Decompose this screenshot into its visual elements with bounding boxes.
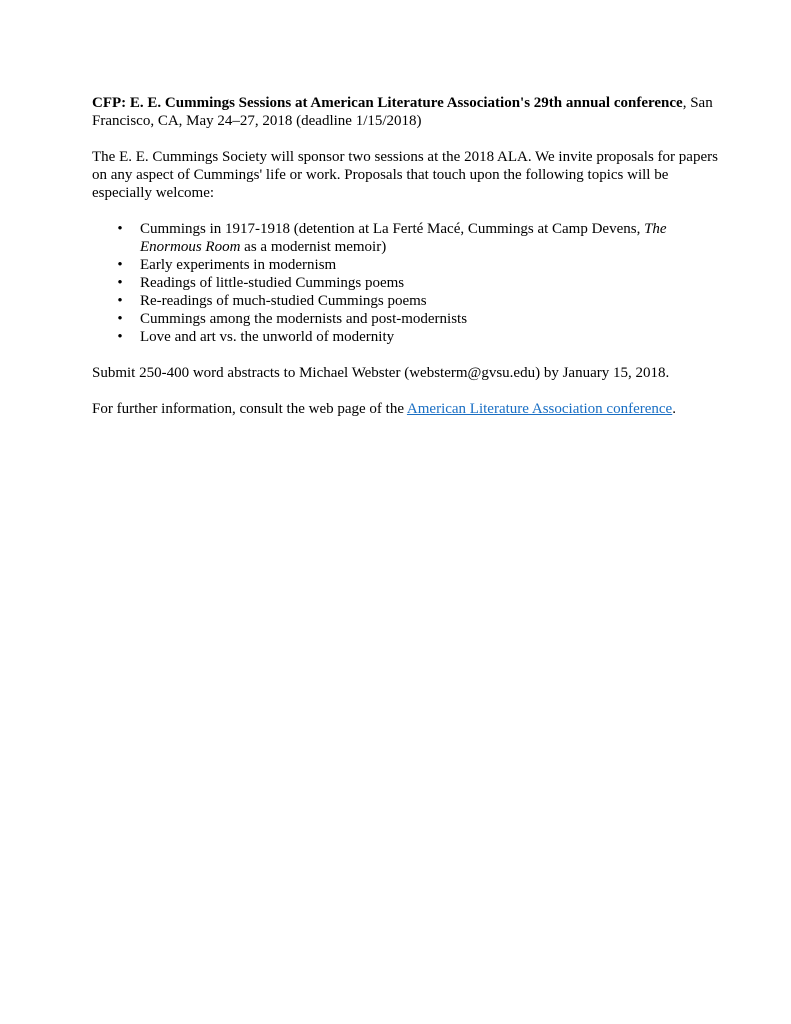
ala-conference-link[interactable]: American Literature Association conference	[406, 401, 673, 417]
bullet-icon: •	[117, 275, 123, 291]
list-item	[92, 274, 722, 292]
further-info-text: For further information, consult the web page of the	[92, 401, 407, 417]
bullet-icon: •	[117, 257, 123, 273]
paragraph-spacer	[92, 202, 722, 220]
list-item	[92, 220, 722, 256]
list-item-text: Cummings among the modernists and post-modernists	[140, 311, 468, 327]
book-title: The Enormous Room	[140, 221, 667, 255]
cfp-heading-bold: CFP: E. E. Cummings Sessions at American Literature Association's 29th annual conference	[92, 95, 683, 111]
list-item	[92, 310, 722, 328]
bullet-icon: •	[117, 221, 123, 237]
further-info-paragraph	[92, 400, 722, 418]
cfp-heading	[92, 94, 722, 130]
cfp-heading-details: , San Francisco, CA, May 24–27, 2018 (deadline 1/15/2018)	[92, 95, 713, 129]
paragraph-spacer	[92, 130, 722, 148]
intro-paragraph: The E. E. Cummings Society will sponsor two sessions at the 2018 ALA. We invite proposals for papers on any aspect of Cummings' life or work. Proposals that touch upon the following topics will be especially welcome:	[92, 149, 718, 201]
bullet-icon: •	[117, 293, 123, 309]
list-item-text: Re-readings of much-studied Cummings poems	[140, 293, 427, 309]
list-item	[92, 292, 722, 310]
further-info-end: .	[672, 401, 676, 417]
bullet-icon: •	[117, 329, 123, 345]
list-item-text: Love and art vs. the unworld of modernity	[140, 329, 395, 345]
list-item-text: Cummings in 1917-1918 (detention at La Ferté Macé, Cummings at Camp Devens,	[140, 221, 645, 237]
topics-list	[92, 220, 722, 346]
list-item	[92, 256, 722, 274]
list-item-text: as a modernist memoir)	[240, 239, 387, 255]
list-item-text: Early experiments in modernism	[140, 257, 337, 273]
bullet-icon: •	[117, 311, 123, 327]
paragraph-spacer	[92, 346, 722, 364]
paragraph-spacer	[92, 382, 722, 400]
document-body	[92, 94, 722, 418]
list-item-text: Readings of little-studied Cummings poems	[140, 275, 405, 291]
submit-paragraph: Submit 250-400 word abstracts to Michael Webster (websterm@gvsu.edu) by January 15, 2018.	[92, 365, 670, 381]
list-item	[92, 328, 722, 346]
